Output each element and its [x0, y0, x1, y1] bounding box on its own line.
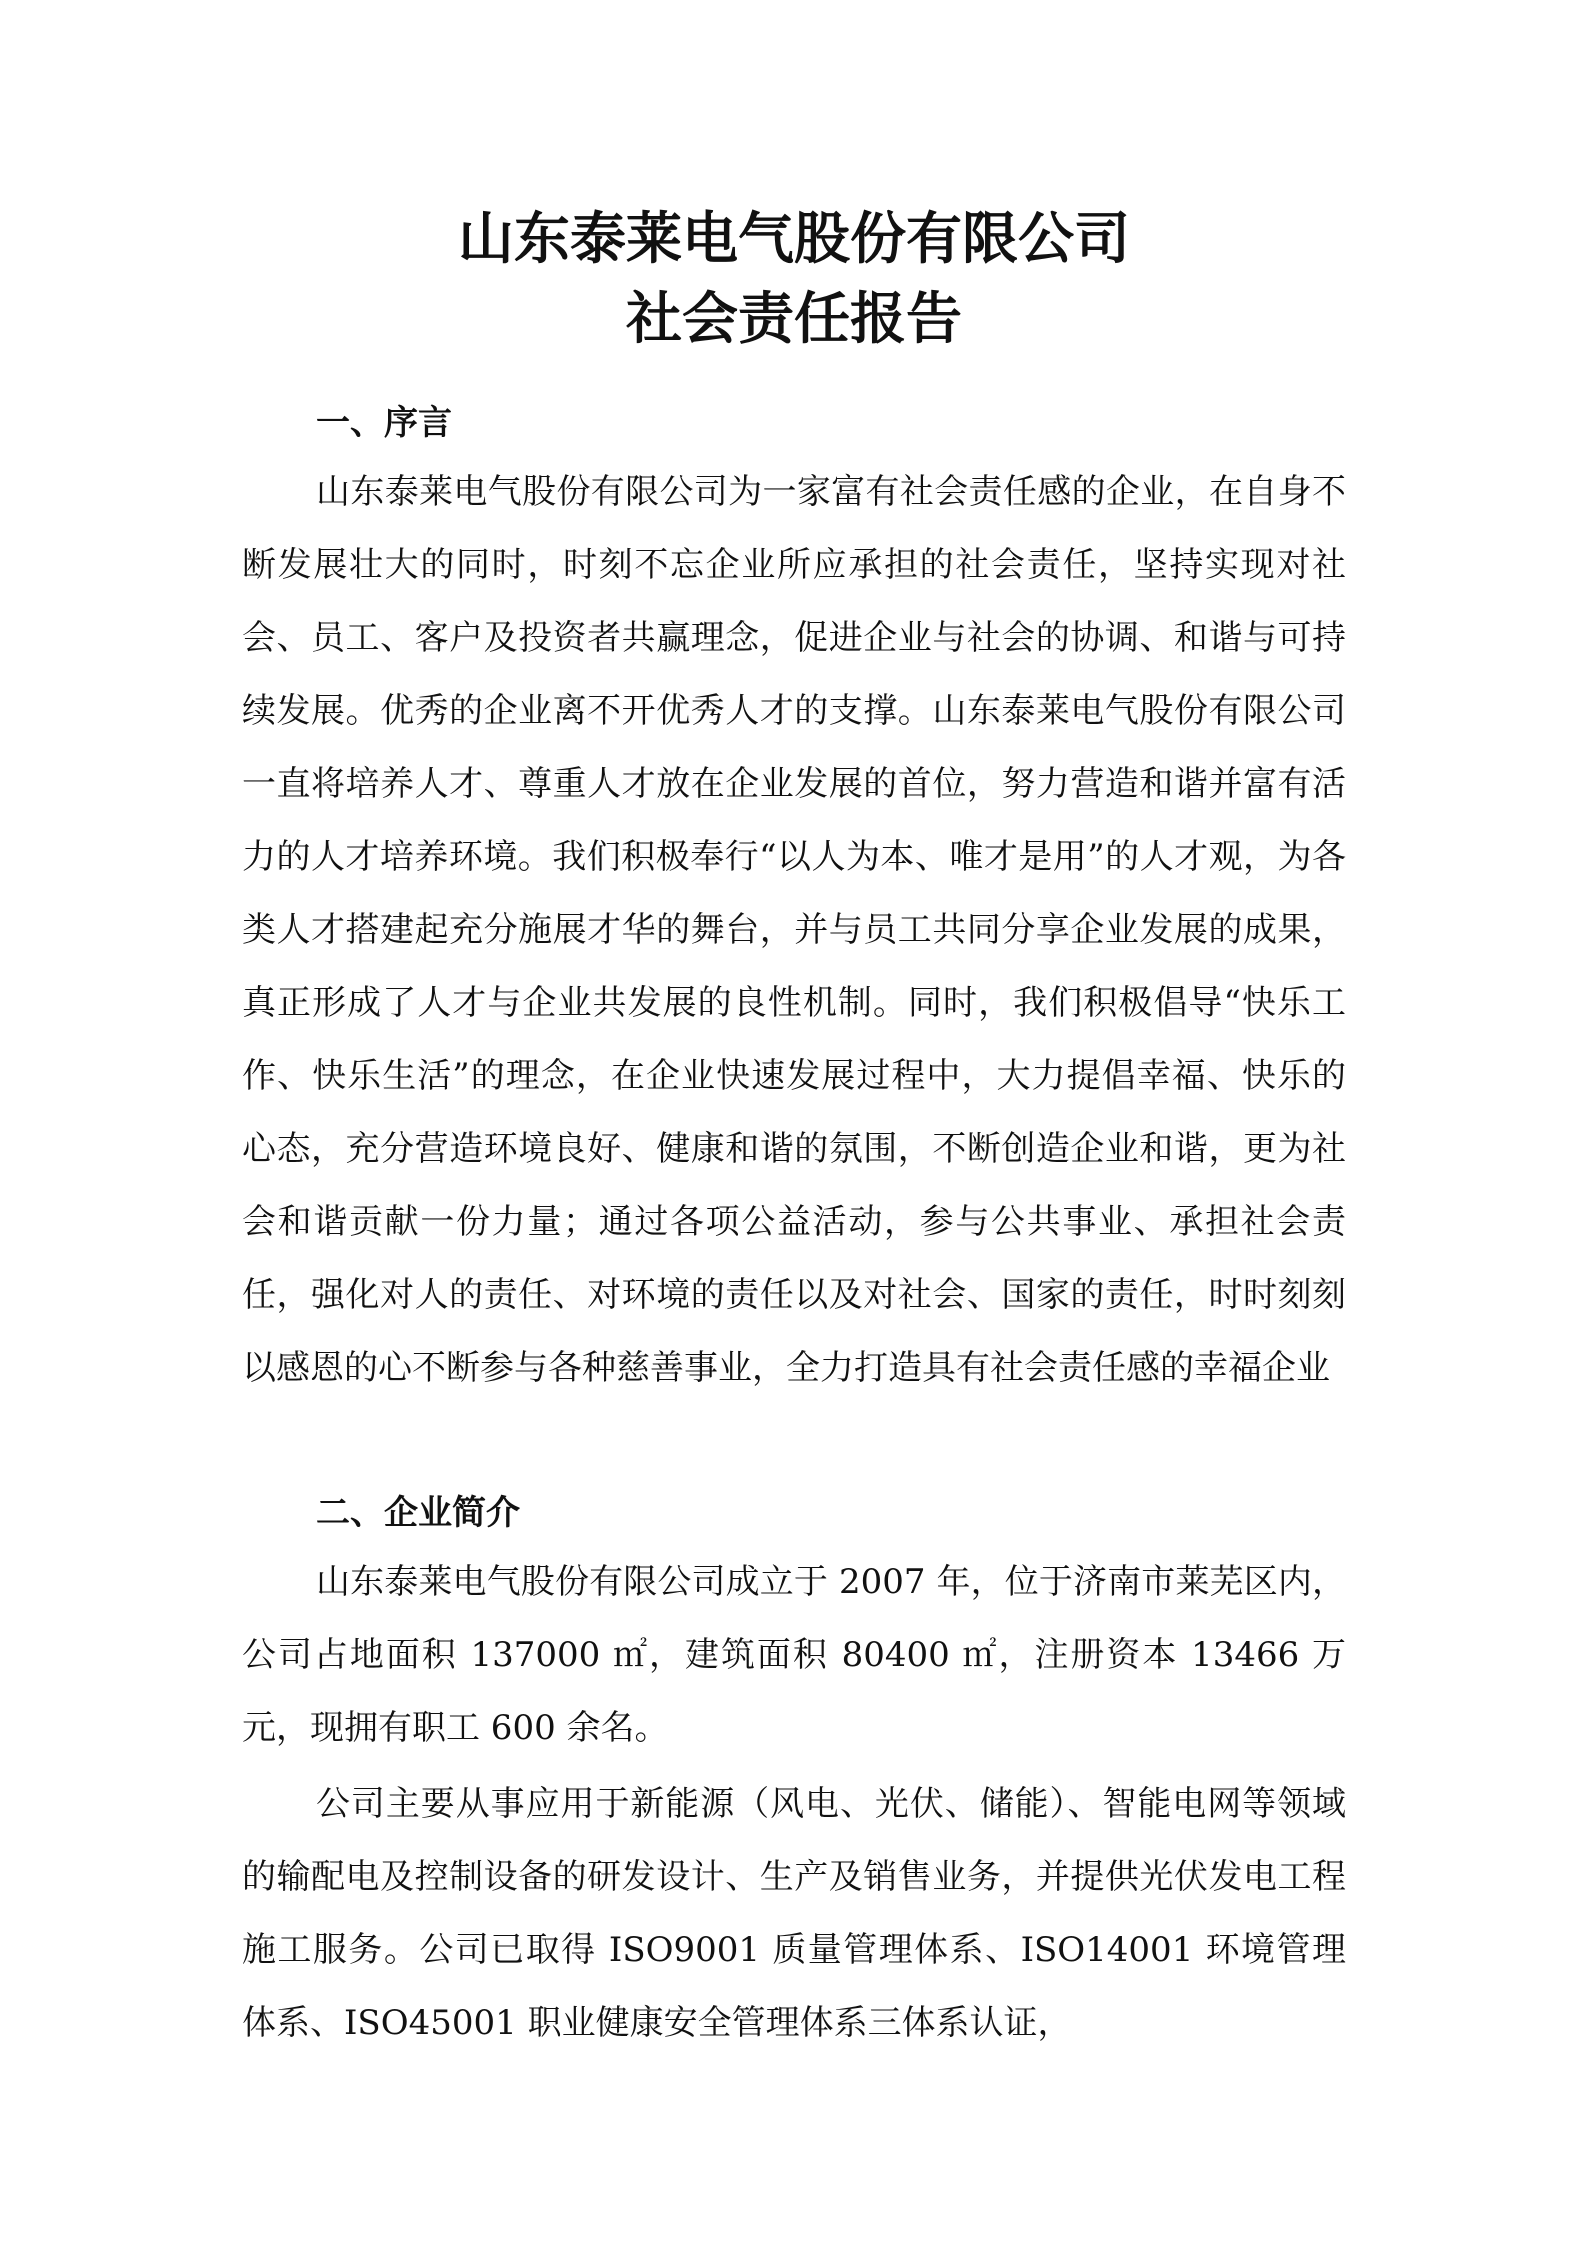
company-profile-paragraph-1: 山东泰莱电气股份有限公司成立于 2007 年，位于济南市莱芜区内，公司占地面积 137000 ㎡，建筑面积 80400 ㎡，注册资本 13466 万元，现拥有职工 600 余名。: [242, 1562, 1346, 1748]
document-title-line1: 山东泰莱电气股份有限公司: [458, 207, 1130, 272]
company-profile-paragraph-2: 公司主要从事应用于新能源（风电、光伏、储能）、智能电网等领域的输配电及控制设备的研发设计、生产及销售业务，并提供光伏发电工程施工服务。公司已取得 ISO9001 质量管理体系、ISO14001 环境管理体系、ISO45001 职业健康安全管理体系三体系认证，: [242, 1784, 1346, 2043]
document-title-line2: 社会责任报告: [626, 287, 962, 352]
section-heading-preface: 一、序言: [316, 403, 452, 443]
section-heading-company-profile: 二、企业简介: [316, 1493, 520, 1533]
preface-paragraph: 山东泰莱电气股份有限公司为一家富有社会责任感的企业，在自身不断发展壮大的同时，时刻不忘企业所应承担的社会责任，坚持实现对社会、员工、客户及投资者共赢理念，促进企业与社会的协调、和谐与可持续发展。优秀的企业离不开优秀人才的支撑。山东泰莱电气股份有限公司一直将培养人才、尊重人才放在企业发展的首位，努力营造和谐并富有活力的人才培养环境。我们积极奉行“以人为本、唯才是用”的人才观，为各类人才搭建起充分施展才华的舞台，并与员工共同分享企业发展的成果，真正形成了人才与企业共发展的良性机制。同时，我们积极倡导“快乐工作、快乐生活”的理念，在企业快速发展过程中，大力提倡幸福、快乐的心态，充分营造环境良好、健康和谐的氛围，不断创造企业和谐，更为社会和谐贡献一份力量；通过各项公益活动，参与公共事业、承担社会责任，强化对人的责任、对环境的责任以及对社会、国家的责任，时时刻刻以感恩的心不断参与各种慈善事业，全力打造具有社会责任感的幸福企业: [242, 472, 1346, 1388]
